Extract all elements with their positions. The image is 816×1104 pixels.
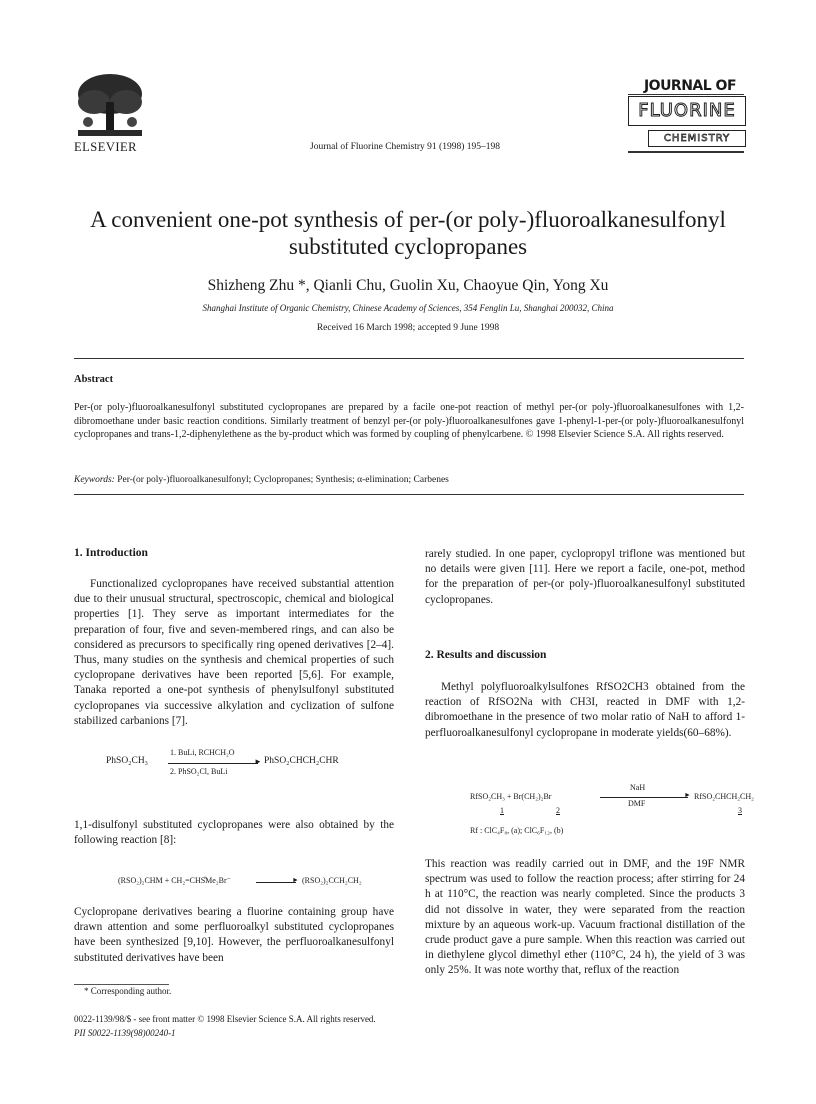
logo-rule [628,94,744,95]
arrow-head: ► [292,876,299,884]
abstract-heading: Abstract [74,374,114,385]
intro-paragraph-continued: rarely studied. In one paper, cyclopropyl triflone was mentioned but no details were given [11]. Here we report a facile, one-pot, method for the preparation of per-(or poly-)fluoroalkanesulfonyl substituted cyclopropanes. [425,548,745,606]
scheme3-rf-definition: Rf : ClC₄F₈, (a); ClC₆F₁₂, (b) [470,826,564,835]
logo-rule [628,151,744,153]
received-dates: Received 16 March 1998; accepted 9 June 1998 [316,323,500,333]
elsevier-tree-logo [74,72,146,140]
scheme3-reactants: RfSO₂CH₃ + Br(CH₂)₂Br [470,792,552,801]
reaction-scheme-3 [470,783,754,844]
reaction-arrow [600,797,688,798]
scheme2-product: (RSO₂)₂CCH₂CH₂ [302,876,362,885]
divider [74,358,744,359]
journal-citation: Journal of Fluorine Chemistry 91 (1998) 195–198 [310,142,500,152]
scheme3-reagent: NaH [630,783,646,792]
reaction-arrow [168,763,258,764]
keywords [74,475,744,485]
journal-logo-line1: JOURNAL OF [643,78,737,94]
results-paragraph-2: This reaction was readily carried out in DMF, and the 19F NMR spectrum was used to follow the reaction process; after stirring for 24 h at 110°C, the reaction was nearly completed. Since the products 3 did not dissolve in water, they were separated from the reaction mixture by an aqueous work-up. Vacuum fractional distillation of the crude product gave a pure sample. When this reaction was carried out in diethylene glycol dimethyl ether (110°C, 24 h), the yield of 3 was only 25%. It was note worthy that, reflux of the reaction [425,858,745,977]
journal-logo-line3: CHEMISTRY [648,130,746,147]
scheme1-step2: 2. PhSO₂Cl, BuLi [170,767,228,776]
intro-paragraph-3: Cyclopropane derivatives bearing a fluorine containing group have drawn attention and some perfluoroalkyl substituted cyclopropanes have been synthesized [9,10]. However, the perfluoroalkanesulfonyl substituted derivatives have been [74,906,394,964]
reaction-scheme-2 [118,876,378,890]
divider [74,494,744,495]
section-heading-results: 2. Results and discussion [425,649,547,661]
intro-paragraph-2: 1,1-disulfonyl substituted cyclopropanes were also obtained by the following reaction [8]: [74,819,394,847]
arrow-head: ► [254,757,262,766]
keywords-text: Per-(or poly-)fluoroalkanesulfonyl; Cyclopropanes; Synthesis; α-elimination; Carbenes [117,475,449,485]
results-paragraph-1: Methyl polyfluoroalkylsulfones RfSO2CH3 obtained from the reaction of RfSO2Na with CH3I, reacted in DMF with 1,2-dibromoethane in the presence of two molar ratio of NaH to afford 1-perfluoroalkanesulfonyl cyclopropane in moderate yields(60–68%). [425,681,745,739]
scheme3-product: RfSO₂CHCH₂CH₂ [694,792,754,801]
reaction-scheme-1 [106,748,396,785]
arrow-head: ► [684,791,691,799]
keywords-label: Keywords: [74,475,115,485]
footnote-rule [74,984,169,985]
journal-logo-line2: FLUORINE [628,96,746,126]
results-heading-wrap [425,648,745,663]
reaction-arrow [256,882,296,883]
scheme3-solvent: DMF [628,799,646,808]
article-authors: Shizheng Zhu *, Qianli Chu, Guolin Xu, Chaoyue Qin, Yong Xu [207,277,609,294]
article-title: A convenient one-pot synthesis of per-(or poly-)fluoroalkanesulfonyl substituted cyclopropanes [90,207,726,259]
scheme1-reactant: PhSO₂CH₃ [106,756,148,766]
publisher-name: ELSEVIER [74,140,138,154]
footnote: * Corresponding author. [84,986,172,996]
pii-line: PII S0022-1139(98)00240-1 [74,1028,176,1038]
intro-heading-wrap [74,546,394,561]
section-heading-intro: 1. Introduction [74,547,148,559]
scheme1-step1: 1. BuLi, RCHCH₂O [170,748,235,757]
compound-number-2: 2 [556,806,560,815]
article-affiliation: Shanghai Institute of Organic Chemistry, Chinese Academy of Sciences, 354 Fenglin Lu, Shanghai 200032, China [202,303,614,313]
abstract-text: Per-(or poly-)fluoroalkanesulfonyl substituted cyclopropanes are prepared by a facile one-pot reaction of methyl per-(or poly-)fluoroalkanesulfones with 1,2-dibromoethane under basic reaction conditions. Similarly treatment of benzyl per-(or poly-)fluoroalkanesulfones gave 1-phenyl-1-per-(or poly-)fluoroalkanesulfonyl cyclopropanes and trans-1,2-diphenylethene as the by-product which was formed by coupling of phenylcarbene. © 1998 Elsevier Science S.A. All rights reserved. [74,402,744,440]
scheme2-reactant: (RSO₂)₂CHM + CH₂=CHS̊Me₂Br⁻ [118,876,231,885]
copyright-line: 0022-1139/98/$ - see front matter © 1998 Elsevier Science S.A. All rights reserved. [74,1014,376,1024]
compound-number-3: 3 [738,806,742,815]
intro-paragraph-1: Functionalized cyclopropanes have received substantial attention due to their unusual structural, spectroscopic, chemical and biological properties [1]. They serve as important intermediates for the preparation of four, five and seven-membered rings, and can also be considered as precursors to specifically ring opened derivatives [2–4]. Thus, many studies on the synthesis and chemical properties of such cyclopropane derivatives have been reported [5,6]. For example, Tanaka reported a one-pot synthesis of phenylsulfonyl substituted cyclopropanes via successive alkylation and cyclization of sulfone stabilized carbanions [7]. [74,578,394,727]
compound-number-1: 1 [500,806,504,815]
scheme1-product: PhSO₂CHCH₂CHR [264,756,339,766]
